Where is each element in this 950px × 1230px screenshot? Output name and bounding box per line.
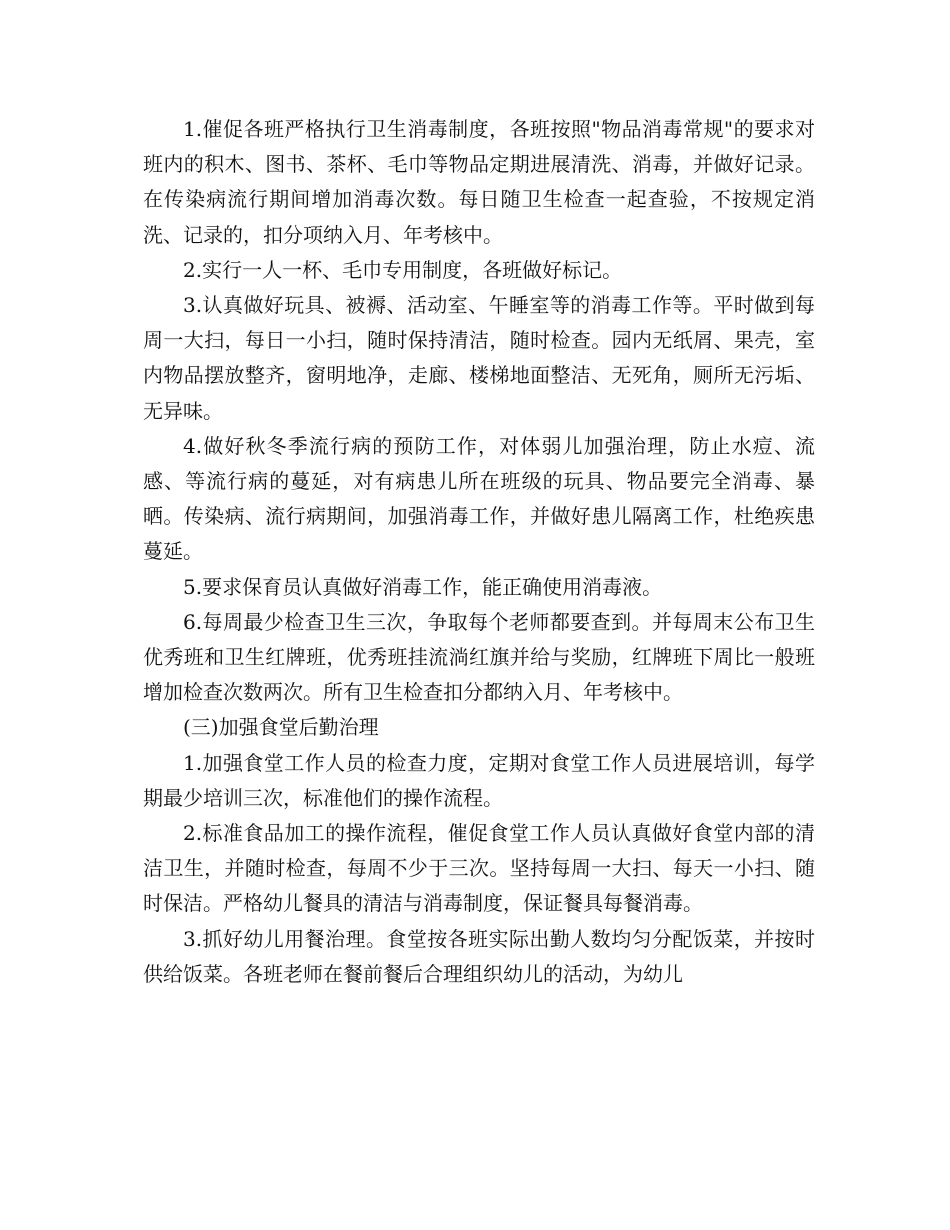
paragraph-8: 2.标准食品加工的操作流程，催促食堂工作人员认真做好食堂内部的清洁卫生，并随时检查，每周不少于三次。坚持每周一大扫、每天一小扫、随时保洁。严格幼儿餐具的清洁与消毒制度，保证餐具每餐消毒。 — [143, 821, 815, 916]
paragraph-4: 4.做好秋冬季流行病的预防工作，对体弱儿加强治理，防止水痘、流感、等流行病的蔓延，对有病患儿所在班级的玩具、物品要完全消毒、暴晒。传染病、流行病期间，加强消毒工作，并做好患儿隔离工作，杜绝疾患蔓延。 — [143, 433, 815, 564]
paragraph-5: 5.要求保育员认真做好消毒工作，能正确使用消毒液。 — [183, 574, 663, 599]
document-body — [143, 112, 815, 992]
section-heading: (三)加强食堂后勤治理 — [183, 715, 379, 740]
paragraph-2: 2.实行一人一杯、毛巾专用制度，各班做好标记。 — [183, 257, 623, 282]
paragraph-1: 1.催促各班严格执行卫生消毒制度，各班按照"物品消毒常规"的要求对班内的积木、图书、茶杯、毛巾等物品定期进展清洗、消毒，并做好记录。在传染病流行期间增加消毒次数。每日随卫生检查一起查验，不按规定消洗、记录的，扣分项纳入月、年考核中。 — [143, 117, 815, 247]
paragraph-3: 3.认真做好玩具、被褥、活动室、午睡室等的消毒工作等。平时做到每周一大扫，每日一小扫，随时保持清洁，随时检查。园内无纸屑、果壳，室内物品摆放整齐，窗明地净，走廊、楼梯地面整洁、无死角，厕所无污垢、无异味。 — [143, 293, 815, 423]
paragraph-6: 6.每周最少检查卫生三次，争取每个老师都要查到。并每周末公布卫生优秀班和卫生红牌班，优秀班挂流淌红旗并给与奖励，红牌班下周比一般班增加检查次数两次。所有卫生检查扣分都纳入月、年考核中。 — [143, 609, 815, 705]
paragraph-9: 3.抓好幼儿用餐治理。食堂按各班实际出勤人数均匀分配饭菜，并按时供给饭菜。各班老师在餐前餐后合理组织幼儿的活动，为幼儿 — [143, 926, 815, 986]
paragraph-7: 1.加强食堂工作人员的检查力度，定期对食堂工作人员进展培训，每学期最少培训三次，标准他们的操作流程。 — [143, 750, 815, 810]
